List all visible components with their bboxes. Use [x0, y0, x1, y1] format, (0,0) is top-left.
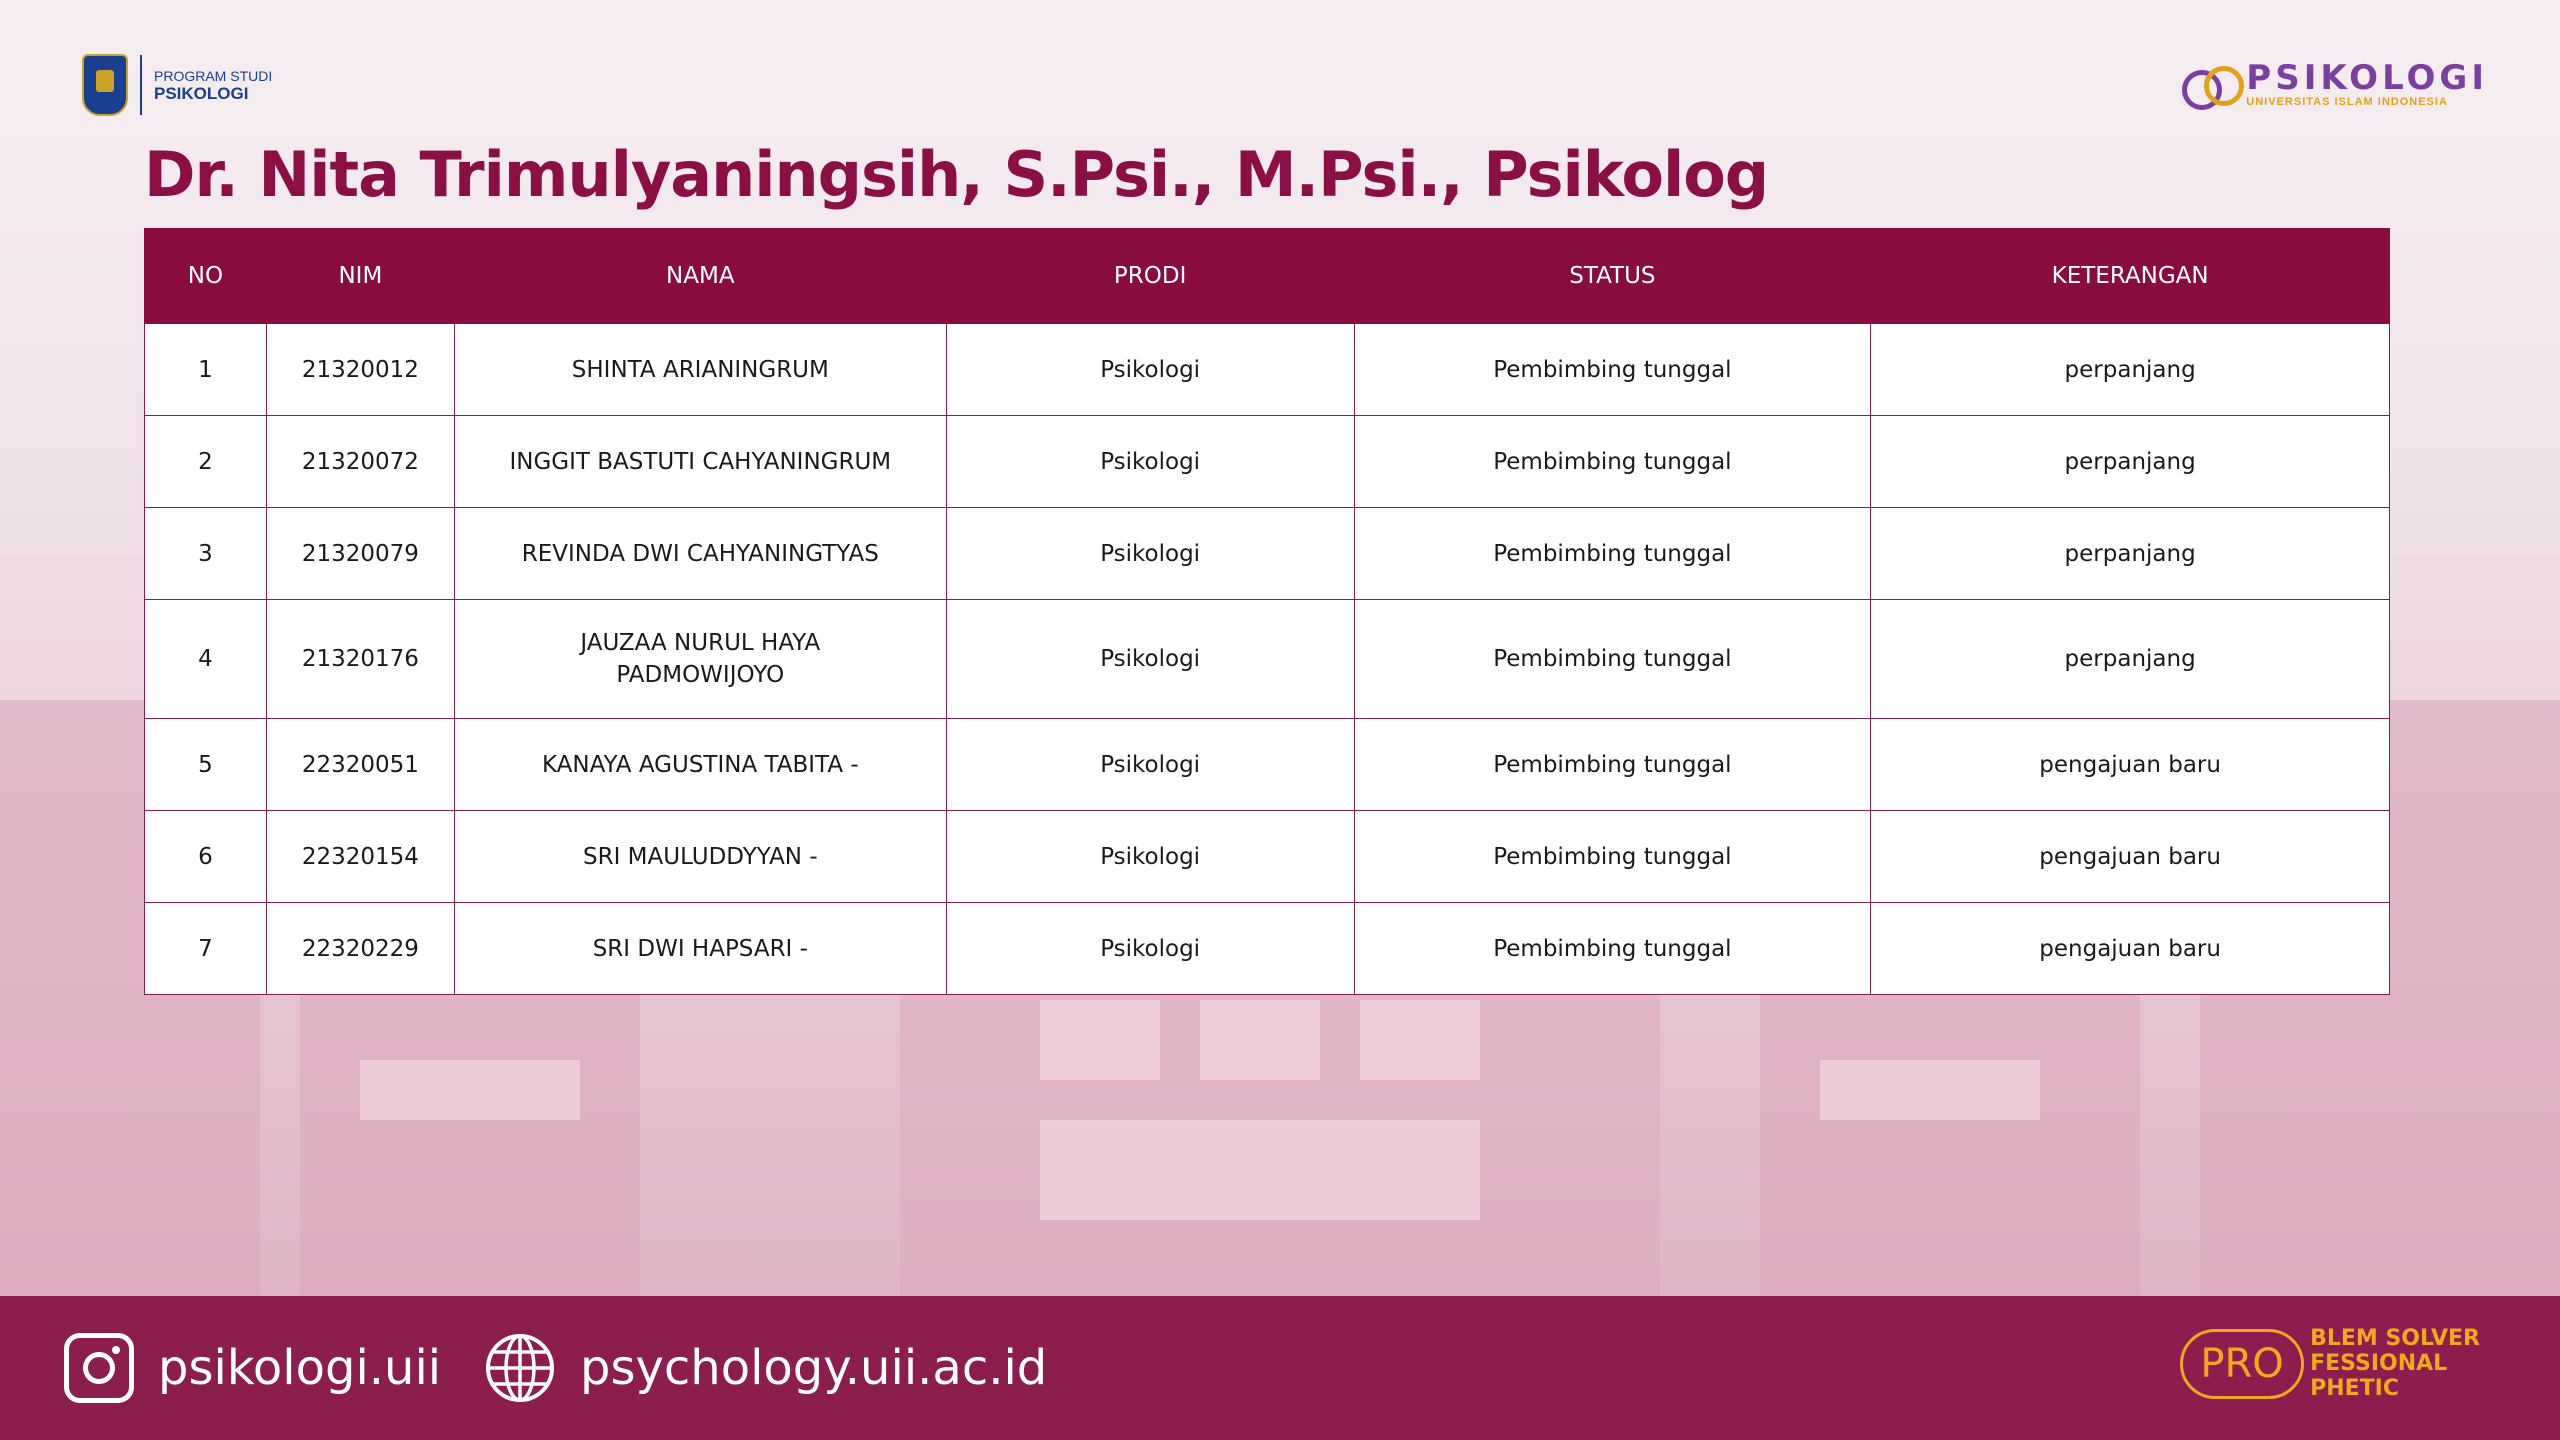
table-row [145, 416, 2390, 508]
cell-keterangan: pengajuan baru [1871, 903, 2390, 995]
instagram-link[interactable] [64, 1333, 441, 1403]
table-row [145, 719, 2390, 811]
cell-prodi: Psikologi [946, 903, 1354, 995]
cell-status: Pembimbing tunggal [1354, 324, 1871, 416]
instagram-handle: psikologi.uii [158, 1340, 442, 1396]
cell-no: 2 [145, 416, 267, 508]
cell-keterangan: pengajuan baru [1871, 811, 2390, 903]
cell-status: Pembimbing tunggal [1354, 903, 1871, 995]
cell-nim: 22320229 [266, 903, 454, 995]
logo-line1: PROGRAM STUDI [154, 68, 273, 84]
cell-keterangan: pengajuan baru [1871, 719, 2390, 811]
cell-nama: SRI MAULUDDYYAN - [454, 811, 946, 903]
psikologi-brand-logo [2182, 60, 2488, 108]
column-header-nim: NIM [266, 229, 454, 324]
cell-keterangan: perpanjang [1871, 508, 2390, 600]
cell-keterangan: perpanjang [1871, 416, 2390, 508]
column-header-nama: NAMA [454, 229, 946, 324]
cell-nama: SRI DWI HAPSARI - [454, 903, 946, 995]
table-row [145, 324, 2390, 416]
table-header-row [145, 229, 2390, 324]
cell-no: 6 [145, 811, 267, 903]
cell-no: 3 [145, 508, 267, 600]
column-header-prodi: PRODI [946, 229, 1354, 324]
globe-icon [484, 1332, 556, 1404]
psikologi-mark-icon [2182, 62, 2238, 106]
brand-word: PSIKOLOGI [2246, 58, 2488, 98]
footer-bar [0, 1296, 2560, 1440]
student-table [144, 228, 2390, 995]
cell-nim: 22320154 [266, 811, 454, 903]
table-row [145, 508, 2390, 600]
cell-status: Pembimbing tunggal [1354, 811, 1871, 903]
instagram-icon [64, 1333, 134, 1403]
cell-nim: 21320072 [266, 416, 454, 508]
cell-nim: 21320079 [266, 508, 454, 600]
cell-prodi: Psikologi [946, 811, 1354, 903]
table-row [145, 903, 2390, 995]
cell-prodi: Psikologi [946, 600, 1354, 719]
pro-line1: BLEM SOLVER [2310, 1326, 2480, 1351]
brand-sub: UNIVERSITAS ISLAM INDONESIA [2246, 96, 2448, 108]
pro-logo [2180, 1326, 2480, 1401]
pro-line3: PHETIC [2310, 1376, 2399, 1401]
table-row [145, 811, 2390, 903]
cell-prodi: Psikologi [946, 416, 1354, 508]
cell-nim: 21320176 [266, 600, 454, 719]
cell-no: 7 [145, 903, 267, 995]
cell-status: Pembimbing tunggal [1354, 416, 1871, 508]
table-row [145, 600, 2390, 719]
pro-badge: PRO [2180, 1329, 2304, 1399]
page-title: Dr. Nita Trimulyaningsih, S.Psi., M.Psi., Psikolog [144, 138, 1769, 211]
website-url: psychology.uii.ac.id [580, 1340, 1048, 1396]
cell-status: Pembimbing tunggal [1354, 600, 1871, 719]
program-studi-logo [82, 54, 272, 116]
pro-line2: FESSIONAL [2310, 1351, 2448, 1376]
website-link[interactable] [484, 1332, 1047, 1404]
cell-nim: 21320012 [266, 324, 454, 416]
cell-nama: JAUZAA NURUL HAYA PADMOWIJOYO [454, 600, 946, 719]
cell-prodi: Psikologi [946, 324, 1354, 416]
uii-crest-icon [82, 54, 128, 116]
cell-nama: KANAYA AGUSTINA TABITA - [454, 719, 946, 811]
cell-nama: REVINDA DWI CAHYANINGTYAS [454, 508, 946, 600]
cell-keterangan: perpanjang [1871, 600, 2390, 719]
column-header-no: NO [145, 229, 267, 324]
cell-no: 1 [145, 324, 267, 416]
cell-nama: SHINTA ARIANINGRUM [454, 324, 946, 416]
cell-prodi: Psikologi [946, 719, 1354, 811]
cell-no: 5 [145, 719, 267, 811]
cell-nim: 22320051 [266, 719, 454, 811]
column-header-keterangan: KETERANGAN [1871, 229, 2390, 324]
logo-line2: PSIKOLOGI [154, 84, 249, 103]
cell-nama: INGGIT BASTUTI CAHYANINGRUM [454, 416, 946, 508]
cell-keterangan: perpanjang [1871, 324, 2390, 416]
cell-prodi: Psikologi [946, 508, 1354, 600]
cell-no: 4 [145, 600, 267, 719]
cell-status: Pembimbing tunggal [1354, 508, 1871, 600]
cell-status: Pembimbing tunggal [1354, 719, 1871, 811]
column-header-status: STATUS [1354, 229, 1871, 324]
